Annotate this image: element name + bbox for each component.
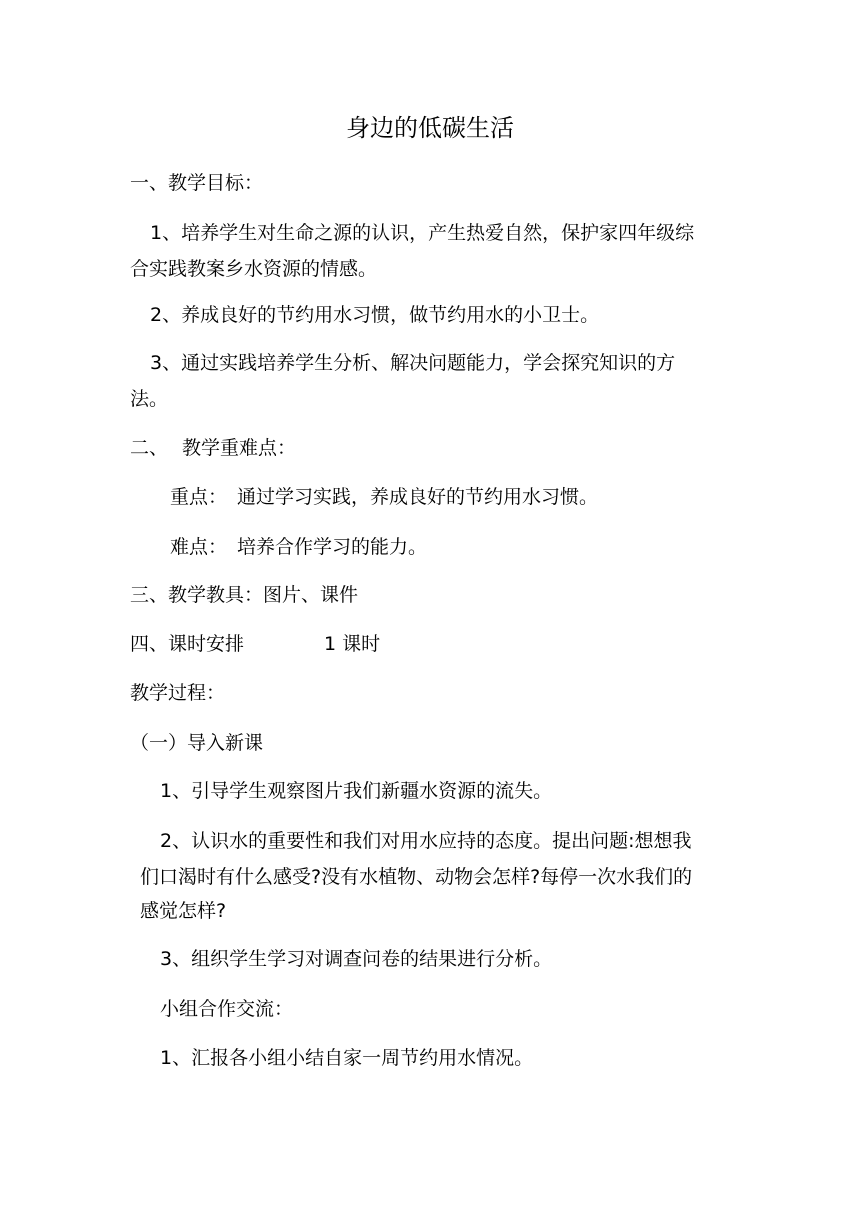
section4-value: 1 课时 bbox=[324, 633, 381, 655]
process-step1: 1、引导学生观察图片我们新疆水资源的流失。 bbox=[160, 780, 553, 802]
key-point-text: 通过学习实践，养成良好的节约用水习惯。 bbox=[237, 486, 599, 508]
goal3-line2: 法。 bbox=[130, 388, 169, 410]
section2-number: 二、 bbox=[130, 437, 169, 459]
section3-heading: 三、教学教具：图片、课件 bbox=[130, 584, 359, 606]
document-title: 身边的低碳生活 bbox=[346, 114, 514, 142]
hard-point-text: 培养合作学习的能力。 bbox=[237, 536, 428, 558]
goal1-line2: 合实践教案乡水资源的情感。 bbox=[130, 258, 378, 280]
section2-heading bbox=[130, 433, 296, 463]
goal3-line1: 3、通过实践培养学生分析、解决问题能力，学会探究知识的方 bbox=[150, 352, 676, 374]
process-step3: 3、组织学生学习对调查问卷的结果进行分析。 bbox=[160, 948, 553, 970]
key-point bbox=[170, 482, 598, 512]
section1-heading: 一、教学目标： bbox=[130, 172, 264, 194]
group-heading: 小组合作交流： bbox=[160, 998, 294, 1020]
process-step2-line1: 2、认识水的重要性和我们对用水应持的态度。提出问题:想想我 bbox=[160, 830, 692, 852]
group-step1: 1、汇报各小组小结自家一周节约用水情况。 bbox=[160, 1047, 534, 1069]
section4-title: 四、课时安排 bbox=[130, 633, 245, 655]
process-step2-line3: 感觉怎样? bbox=[140, 900, 227, 922]
hard-point bbox=[170, 532, 427, 562]
section2-title: 教学重难点： bbox=[182, 437, 297, 459]
goal2: 2、养成良好的节约用水习惯，做节约用水的小卫士。 bbox=[150, 304, 600, 326]
key-point-label: 重点： bbox=[170, 486, 228, 508]
goal1-line1: 1、培养学生对生命之源的认识，产生热爱自然，保护家四年级综 bbox=[150, 222, 695, 244]
process-heading: 教学过程： bbox=[130, 682, 226, 704]
process-sub1: （一）导入新课 bbox=[130, 732, 264, 754]
process-step2-line2: 们口渴时有什么感受?没有水植物、动物会怎样?每停一次水我们的 bbox=[140, 866, 693, 888]
hard-point-label: 难点： bbox=[170, 536, 228, 558]
section4-heading bbox=[130, 629, 380, 659]
